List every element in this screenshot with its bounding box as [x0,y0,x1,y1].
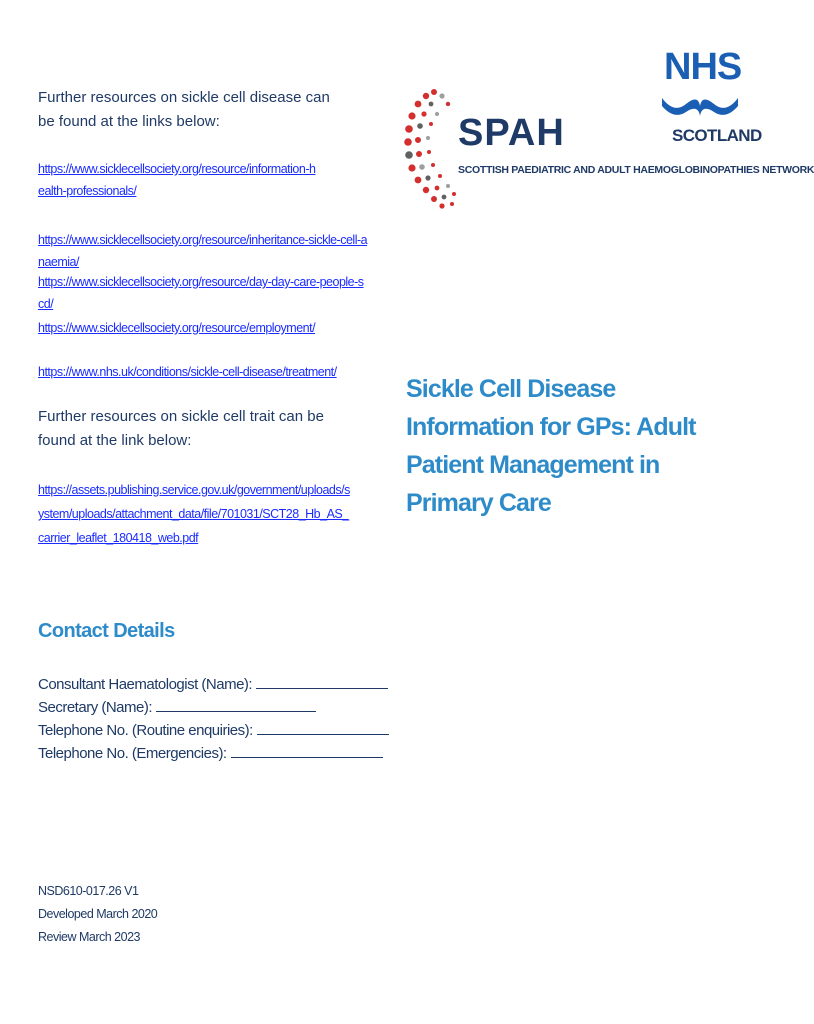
nhs-logo-text: NHS [664,46,742,88]
phone-routine-blank[interactable] [257,720,389,735]
phone-emergency-field [38,743,383,762]
spah-logo-text: SPAH [458,112,565,154]
trait-resources-intro: Further resources on sickle cell trait can be found at the link below: [38,408,324,449]
scd-link-employment[interactable]: https://www.sicklecellsociety.org/resource/employment/ [38,321,316,335]
phone-emergency-label: Telephone No. (Emergencies): [38,745,227,762]
consultant-label: Consultant Haematologist (Name): [38,676,253,693]
contact-details-heading: Contact Details [38,620,175,642]
nhs-waves-icon [660,92,740,122]
review-date: Review March 2023 [38,930,140,944]
scd-link-nhs-treatment[interactable]: https://www.nhs.uk/conditions/sickle-cell-disease/treatment/ [38,365,337,379]
secretary-blank[interactable] [156,697,316,712]
document-title: Sickle Cell Disease Information for GPs: Adult Patient Management in Primary Care [406,375,696,517]
nhs-scotland-text: SCOTLAND [672,126,762,145]
consultant-field [38,674,388,693]
secretary-field [38,697,316,716]
phone-emergency-blank[interactable] [231,743,383,758]
scd-link-health-professionals[interactable]: https://www.sicklecellsociety.org/resource/information-health-professionals/ [38,162,316,198]
developed-date: Developed March 2020 [38,907,158,921]
phone-routine-label: Telephone No. (Routine enquiries): [38,722,253,739]
scd-link-day-care[interactable]: https://www.sicklecellsociety.org/resource/day-day-care-people-scd/ [38,275,364,311]
phone-routine-field [38,720,389,739]
secretary-label: Secretary (Name): [38,699,153,716]
consultant-blank[interactable] [256,674,388,689]
spah-full-name: SCOTTISH PAEDIATRIC AND ADULT HAEMOGLOBINOPATHIES NETWORK [458,164,814,176]
scd-link-inheritance[interactable]: https://www.sicklecellsociety.org/resource/inheritance-sickle-cell-anaemia/ [38,233,368,269]
trait-link-carrier-leaflet[interactable]: https://assets.publishing.service.gov.uk/government/uploads/system/uploads/attachment_data/file/701031/SCT28_Hb_AS_carrier_leaflet_180418_web.pdf [38,483,350,545]
scd-resources-intro: Further resources on sickle cell disease can be found at the links below: [38,89,330,130]
document-code: NSD610-017.26 V1 [38,884,139,898]
spah-dots-icon [404,86,464,210]
